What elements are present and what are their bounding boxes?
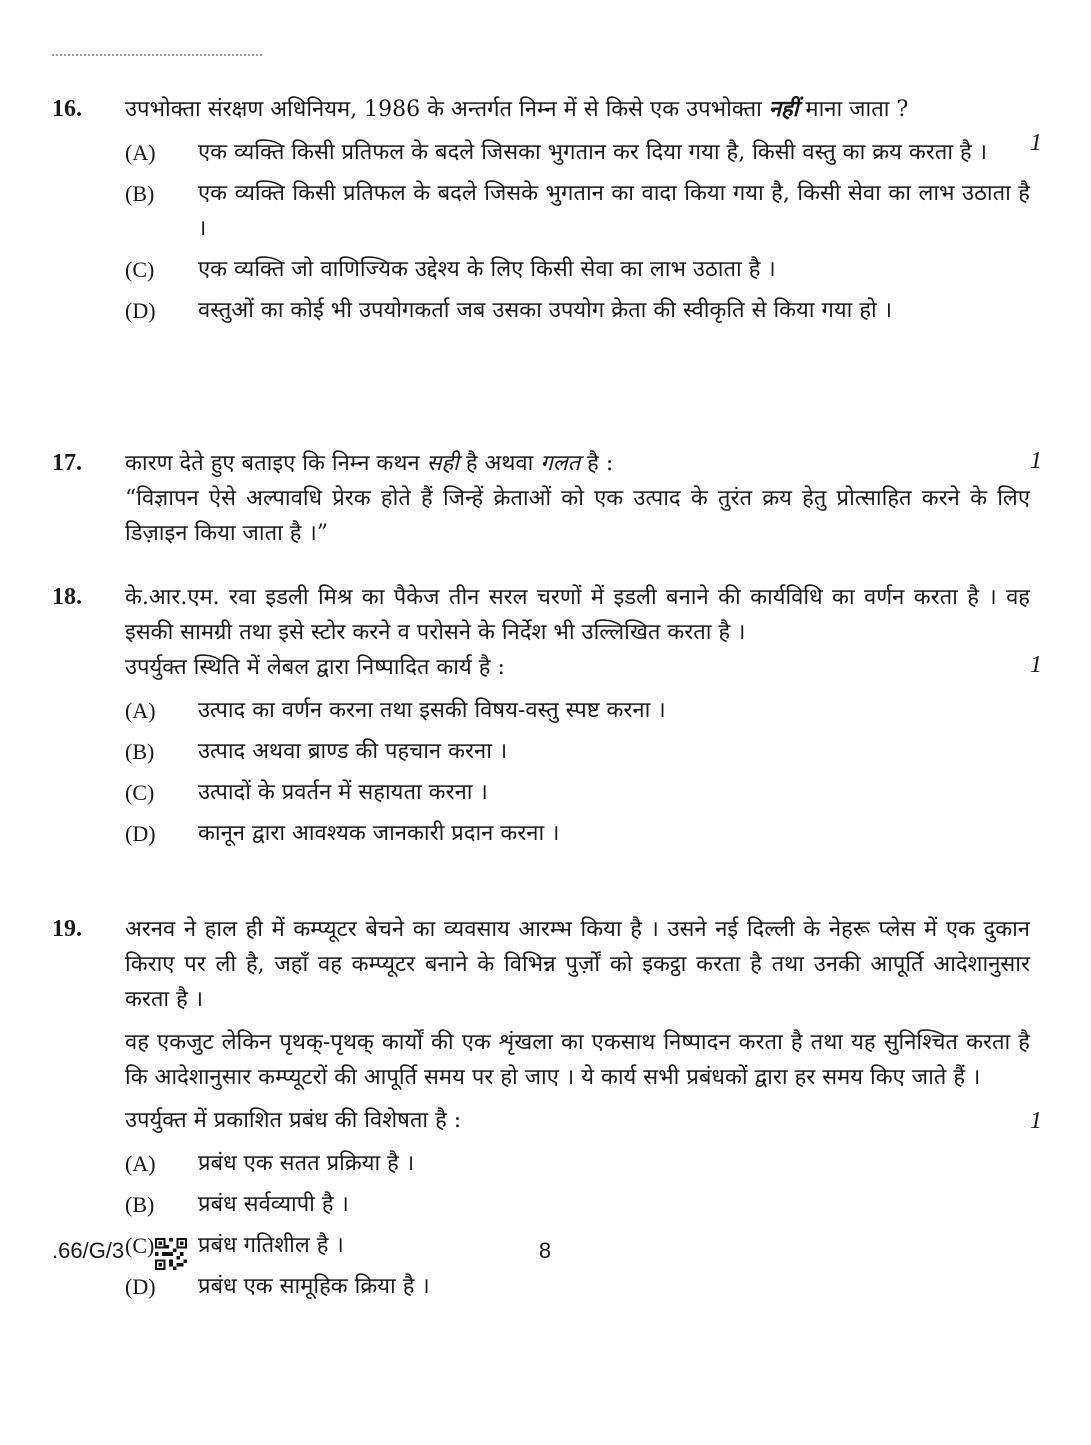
option-label: (A) xyxy=(125,140,156,165)
option-a xyxy=(125,693,1030,728)
stem-emphasis: नहीं xyxy=(768,96,799,122)
question-quote: “विज्ञापन ऐसे अल्पावधि प्रेरक होते हैं जिन्हें क्रेताओं को एक उत्पाद के तुरंत क्रय हेतु प्रोत्साहित करने के लिए डिज़ाइन किया जाता है ।” xyxy=(125,486,1030,546)
question-prompt: उपर्युक्त में प्रकाशित प्रबंध की विशेषता है : xyxy=(125,1108,462,1133)
option-b xyxy=(125,734,1030,769)
option-text: उत्पाद अथवा ब्राण्ड की पहचान करना । xyxy=(198,739,508,764)
question-number: 17. xyxy=(52,450,82,476)
question-paragraph: वह एकजुट लेकिन पृथक्-पृथक् कार्यों की एक शृंखला का एकसाथ निष्पादन करता है तथा यह सुनिश्चित करता है कि आदेशानुसार कम्प्यूटरों की आपूर्ति समय पर हो जाए । ये कार्य सभी प्रबंधकों द्वारा हर समय किए जाते हैं । xyxy=(125,1030,1030,1090)
option-c xyxy=(125,252,1030,287)
option-label: (D) xyxy=(125,298,156,323)
option-d xyxy=(125,1269,1030,1304)
stem-text: माना जाता ? xyxy=(798,97,909,122)
option-label: (B) xyxy=(125,739,155,764)
question-marks: 1 xyxy=(1030,130,1042,156)
option-b xyxy=(125,176,1030,246)
question-number: 16. xyxy=(52,96,82,122)
option-label: (A) xyxy=(125,698,156,723)
option-text: प्रबंध गतिशील है । xyxy=(198,1233,344,1258)
option-text: एक व्यक्ति किसी प्रतिफल के बदले जिसके भुगतान का वादा किया गया है, किसी सेवा का लाभ उठाता है । xyxy=(198,181,1030,241)
stem-emphasis: सही xyxy=(426,451,459,476)
stem-text: है : xyxy=(580,451,614,476)
page-number: 8 xyxy=(538,1238,552,1263)
question-18 xyxy=(52,580,1042,851)
option-label: (D) xyxy=(125,1274,156,1299)
question-marks: 1 xyxy=(1030,652,1042,678)
stem-text: उपभोक्ता संरक्षण अधिनियम, 1986 के अन्तर्गत निम्न में से किसे एक उपभोक्ता xyxy=(125,97,769,122)
question-16 xyxy=(52,92,1042,328)
stem-emphasis: गलत xyxy=(540,451,581,476)
question-number: 19. xyxy=(52,916,82,942)
qr-code-icon xyxy=(155,1238,187,1270)
option-a xyxy=(125,135,1030,170)
question-stem: के.आर.एम. रवा इडली मिश्र का पैकेज तीन सरल चरणों में इडली बनाने की कार्यविधि का वर्णन करता है । वह इसकी सामग्री तथा इसे स्टोर करने व परोसने के निर्देश भी उल्लिखित करता है । xyxy=(125,585,1030,645)
question-prompt: उपर्युक्त स्थिति में लेबल द्वारा निष्पादित कार्य है : xyxy=(125,655,505,680)
stem-text: है अथवा xyxy=(458,451,541,476)
option-text: प्रबंध एक सामूहिक क्रिया है । xyxy=(198,1274,430,1299)
stem-text: कारण देते हुए बताइए कि निम्न कथन xyxy=(125,451,427,476)
option-text: कानून द्वारा आवश्यक जानकारी प्रदान करना । xyxy=(198,821,560,846)
option-text: एक व्यक्ति जो वाणिज्यिक उद्देश्य के लिए किसी सेवा का लाभ उठाता है । xyxy=(198,257,776,282)
question-number: 18. xyxy=(52,584,82,610)
option-label: (C) xyxy=(125,257,155,282)
paper-code: .66/G/3 xyxy=(52,1238,125,1263)
question-stem xyxy=(125,446,1030,481)
option-b xyxy=(125,1187,1030,1222)
option-text: वस्तुओं का कोई भी उपयोगकर्ता जब उसका उपयोग क्रेता की स्वीकृति से किया गया हो । xyxy=(198,298,893,323)
header-rule xyxy=(52,54,262,56)
option-text: उत्पादों के प्रवर्तन में सहायता करना । xyxy=(198,780,488,805)
option-label: (B) xyxy=(125,181,155,206)
option-text: उत्पाद का वर्णन करना तथा इसकी विषय-वस्तु स्पष्ट करना । xyxy=(198,698,666,723)
option-a xyxy=(125,1146,1030,1181)
option-label: (A) xyxy=(125,1151,156,1176)
option-label: (D) xyxy=(125,821,156,846)
option-text: प्रबंध एक सतत प्रक्रिया है । xyxy=(198,1151,415,1176)
option-label: (C) xyxy=(125,1233,155,1258)
option-c xyxy=(125,775,1030,810)
question-marks: 1 xyxy=(1030,1108,1042,1134)
option-d xyxy=(125,816,1030,851)
question-17 xyxy=(52,446,1042,551)
option-text: एक व्यक्ति किसी प्रतिफल के बदले जिसका भुगतान कर दिया गया है, किसी वस्तु का क्रय करता है । xyxy=(198,140,988,165)
option-d xyxy=(125,293,1030,328)
option-c xyxy=(125,1228,1030,1263)
option-label: (C) xyxy=(125,780,155,805)
option-label: (B) xyxy=(125,1192,155,1217)
question-stem xyxy=(125,92,1030,127)
option-text: प्रबंध सर्वव्यापी है । xyxy=(198,1192,349,1217)
question-marks: 1 xyxy=(1030,448,1042,474)
question-paragraph: अरनव ने हाल ही में कम्प्यूटर बेचने का व्यवसाय आरम्भ किया है । उसने नई दिल्ली के नेहरू प्लेस में एक दुकान किराए पर ली है, जहाँ वह कम्प्यूटर बनाने के विभिन्न पुर्ज़ों को इकट्ठा करता है तथा उनकी आपूर्ति आदेशानुसार करता है । xyxy=(125,917,1030,1012)
